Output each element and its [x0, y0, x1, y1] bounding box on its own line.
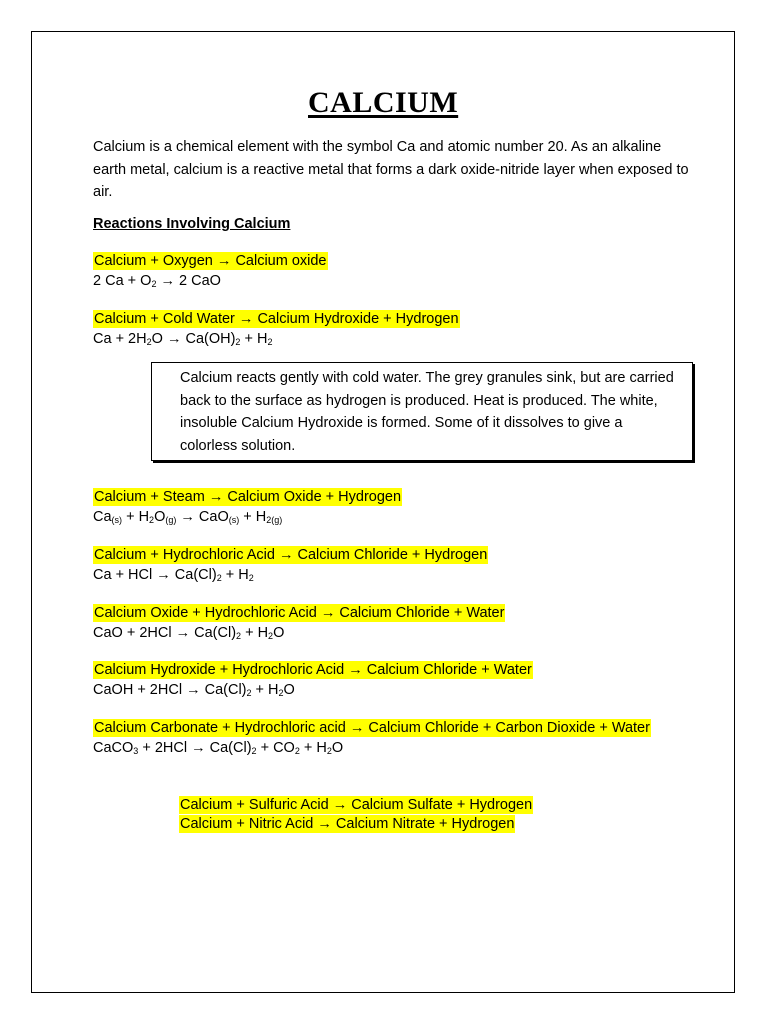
word-equation: Calcium + Cold Water → Calcium Hydroxide + Hydrogen [94, 311, 459, 327]
chemical-equation: $Ca_{(s)} + H_2O_{(g)} \to CaO_{(s)} + H_{2(g)}$ [93, 509, 283, 525]
word-equation: Calcium + Steam → Calcium Oxide + Hydrogen [94, 489, 402, 505]
arrow-icon: → [317, 816, 332, 832]
arrow-icon: → [208, 489, 224, 505]
chemical-equation: $Ca + 2H_2O \to Ca(OH)_2 + H_2$ [93, 331, 273, 347]
note-text: Calcium reacts gently with cold water. The grey granules sink, but are carried back to the surface as hydrogen is produced. Heat is produced. The white, insoluble Calcium Hydroxide is formed. Some of it dissolves to give a colorless solution. [180, 370, 674, 454]
arrow-icon: → [320, 605, 336, 621]
reaction-hydrochloric-acid [93, 546, 488, 584]
word-equation: Calcium + Oxygen → Calcium oxide [94, 253, 327, 269]
page-title: CALCIUM [308, 86, 459, 119]
word-equation-nitric-acid: Calcium + Nitric Acid → Calcium Nitrate + Hydrogen [180, 816, 515, 832]
arrow-icon: → [238, 311, 254, 327]
extra-reactions [179, 796, 533, 833]
word-equation-sulfuric-acid: Calcium + Sulfuric Acid → Calcium Sulfate + Hydrogen [180, 797, 533, 813]
arrow-icon: → [348, 662, 363, 678]
note-box [151, 362, 693, 461]
reaction-oxygen [93, 252, 328, 290]
intro-paragraph: Calcium is a chemical element with the symbol Ca and atomic number 20. As an alkaline earth metal, calcium is a reactive metal that forms a dark oxide-nitride layer when exposed to air. [93, 139, 689, 200]
arrow-icon: → [332, 797, 348, 813]
arrow-icon: → [175, 625, 191, 641]
chemical-equation: CaOH + $2HCl \to Ca(Cl)_2 + H_2O$ [93, 682, 295, 698]
arrow-icon: → [349, 720, 365, 736]
arrow-icon: → [180, 509, 195, 525]
reaction-steam [93, 488, 402, 526]
arrow-icon: → [156, 567, 171, 583]
word-equation: Calcium + Hydrochloric Acid → Calcium Chloride + Hydrogen [94, 547, 488, 563]
word-equation: Calcium Carbonate + Hydrochloric acid → Calcium Chloride + Carbon Dioxide + Water [94, 720, 650, 736]
section-heading: Reactions Involving Calcium [93, 216, 291, 232]
arrow-icon: → [160, 273, 175, 289]
arrow-icon: → [216, 253, 232, 269]
reaction-calcium-oxide-hcl [93, 604, 505, 642]
word-equation: Calcium Hydroxide + Hydrochloric Acid → Calcium Chloride + Water [94, 662, 532, 678]
arrow-icon: → [186, 682, 201, 698]
chemical-equation: 2 $Ca + O_2 \to 2$ CaO [93, 273, 221, 289]
arrow-icon: → [278, 547, 294, 563]
reaction-calcium-carbonate-hcl [93, 719, 651, 757]
word-equation: Calcium Oxide + Hydrochloric Acid → Calcium Chloride + Water [94, 605, 505, 621]
arrow-icon: → [191, 740, 206, 756]
chemical-equation: CaO + $2HCl \to Ca(Cl)_2 + H_2O$ [93, 625, 285, 641]
chemical-equation: Ca + HCl → $Ca(Cl)_2 + H_2$ [93, 567, 254, 583]
reaction-calcium-hydroxide-hcl [93, 661, 533, 699]
chemical-equation: CaCO$_3$ + $2HCl \to Ca(Cl)_2 + CO_2 + H_2O$ [93, 740, 344, 756]
arrow-icon: → [166, 331, 182, 347]
reaction-cold-water [93, 310, 460, 348]
